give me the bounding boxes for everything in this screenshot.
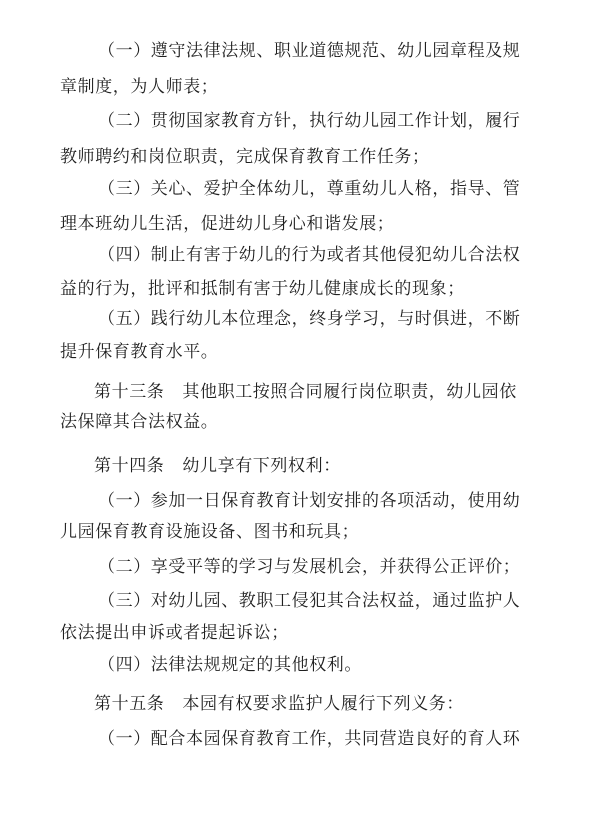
text-line: （四）法律法规规定的其他权利。 xyxy=(98,655,362,675)
text-line: 儿园保育教育设施设备、图书和玩具； xyxy=(60,522,360,542)
text-line: 教师聘约和岗位职责，完成保育教育工作任务； xyxy=(60,147,430,167)
article-line xyxy=(94,381,530,403)
article-line xyxy=(94,455,530,477)
text-line: 理本班幼儿生活，促进幼儿身心和谐发展； xyxy=(60,214,395,234)
article-number: 第十四条 xyxy=(94,456,165,476)
text-line: （三）对幼儿园、教职工侵犯其合法权益，通过监护人 xyxy=(98,591,521,611)
text-line: （一）配合本园保育教育工作，共同营造良好的育人环 xyxy=(98,729,521,749)
text-line: 益的行为，批评和抵制有害于幼儿健康成长的现象； xyxy=(60,279,465,299)
article-number: 第十五条 xyxy=(94,694,165,714)
text-line: 法保障其合法权益。 xyxy=(60,412,219,432)
text-line: （四）制止有害于幼儿的行为或者其他侵犯幼儿合法权 xyxy=(98,245,521,265)
text-line: 依法提出申诉或者提起诉讼； xyxy=(60,623,289,643)
article-text: 本园有权要求监护人履行下列义务： xyxy=(182,694,465,714)
text-line: （一）遵守法律法规、职业道德规范、幼儿园章程及规 xyxy=(98,41,521,61)
text-line: 提升保育教育水平。 xyxy=(60,342,219,362)
text-line: 章制度，为人师表； xyxy=(60,77,219,97)
text-line: （二）享受平等的学习与发展机会，并获得公正评价； xyxy=(98,557,521,577)
text-line: （三）关心、爱护全体幼儿，尊重幼儿人格，指导、管 xyxy=(98,179,521,199)
article-text: 幼儿享有下列权利： xyxy=(182,456,341,476)
text-line: （二）贯彻国家教育方针，执行幼儿园工作计划，履行 xyxy=(98,111,521,131)
article-line xyxy=(94,693,530,715)
article-text: 其他职工按照合同履行岗位职责，幼儿园依 xyxy=(182,382,517,402)
text-line: （五）践行幼儿本位理念，终身学习，与时俱进，不断 xyxy=(98,309,521,329)
text-line: （一）参加一日保育教育计划安排的各项活动，使用幼 xyxy=(98,491,521,511)
article-number: 第十三条 xyxy=(94,382,165,402)
